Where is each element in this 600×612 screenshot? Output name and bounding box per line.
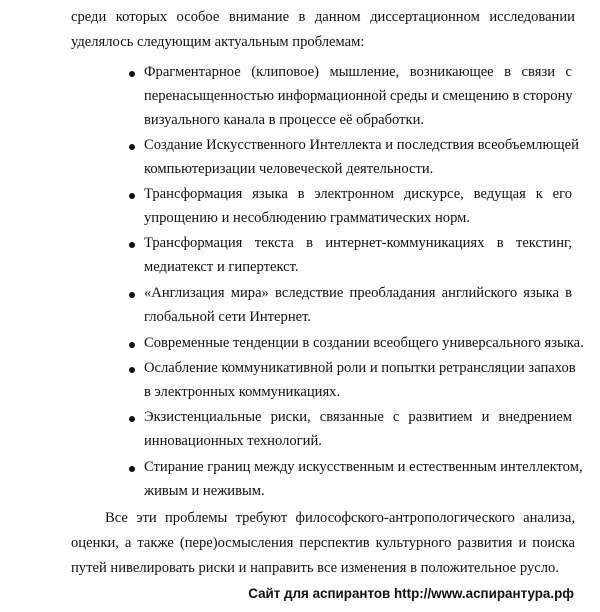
list-item-line: инновационных технологий. xyxy=(144,433,322,449)
bullet-icon xyxy=(129,367,135,373)
list-item-line: визуального канала в процессе её обработки. xyxy=(144,112,425,128)
list-item-line: перенасыщенностью информационной среды и смещению в сторону xyxy=(144,88,573,104)
list-item-line: Создание Искусственного Интеллекта и последствия всеобъемлющей xyxy=(144,137,579,153)
bullet-icon xyxy=(129,416,135,422)
list-item-line: Ослабление коммуникативной роли и попытки ретрансляции запахов xyxy=(144,360,576,376)
list-item-line: Трансформация языка в электронном дискурсе, ведущая к его xyxy=(144,186,572,202)
outro-line-2: оценки, а также (пере)осмысления перспектив культурного развития и поиска xyxy=(71,535,575,551)
bullet-icon xyxy=(129,342,135,348)
list-item-line: медиатекст и гипертекст. xyxy=(144,259,299,275)
outro-line-3: путей нивелировать риски и направить все изменения в положительное русло. xyxy=(71,560,559,576)
list-item-line: компьютеризации человеческой деятельности. xyxy=(144,161,434,177)
bullet-icon xyxy=(129,466,135,472)
bullet-icon xyxy=(129,292,135,298)
intro-line-2: уделялось следующим актуальным проблемам: xyxy=(71,34,365,50)
list-item-line: Фрагментарное (клиповое) мышление, возникающее в связи с xyxy=(144,64,572,80)
bullet-icon xyxy=(129,144,135,150)
site-watermark: Сайт для аспирантов http://www.аспирантура.рф xyxy=(248,586,574,601)
list-item-line: живым и неживым. xyxy=(144,483,265,499)
list-item-line: Экзистенциальные риски, связанные с развитием и внедрением xyxy=(144,409,572,425)
outro-line-1: Все эти проблемы требуют философского-антропологического анализа, xyxy=(105,510,575,526)
intro-line-1: среди которых особое внимание в данном диссертационном исследовании xyxy=(71,9,575,25)
list-item-line: упрощению и несоблюдению грамматических норм. xyxy=(144,210,471,226)
list-item-line: глобальной сети Интернет. xyxy=(144,309,312,325)
list-item-line: в электронных коммуникациях. xyxy=(144,384,341,400)
list-item-line: Современные тенденции в создании всеобщего универсального языка. xyxy=(144,335,584,351)
bullet-icon xyxy=(129,193,135,199)
bullet-icon xyxy=(129,71,135,77)
list-item-line: Трансформация текста в интернет-коммуникациях в текстинг, xyxy=(144,235,572,251)
list-item-line: «Англизация мира» вследствие преобладания английского языка в xyxy=(144,285,572,301)
bullet-icon xyxy=(129,242,135,248)
list-item-line: Стирание границ между искусственным и естественным интеллектом, xyxy=(144,459,583,475)
